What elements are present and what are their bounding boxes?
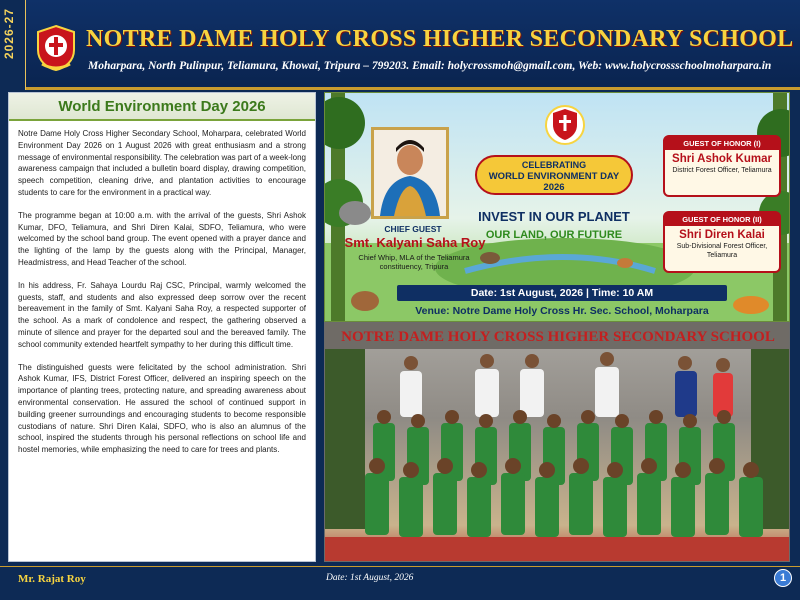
- author-name: Mr. Rajat Roy: [18, 573, 86, 585]
- chief-guest-description: Chief Whip, MLA of the Teliamura constituency, Tripura: [358, 253, 470, 271]
- group-photo-illustration: [325, 323, 790, 562]
- guest-of-honor-1-card: [663, 135, 781, 197]
- event-poster: [324, 92, 790, 322]
- school-crest-icon: [34, 24, 78, 72]
- photo-banner-text: NOTRE DAME HOLY CROSS HIGHER SECONDARY SCHOOL: [341, 329, 775, 345]
- guest-of-honor-2-card: [663, 211, 781, 273]
- article-body: [9, 121, 315, 456]
- article-title-bar: [9, 93, 315, 121]
- school-header: [26, 0, 800, 90]
- article-paragraph: The distinguished guests were felicitated by the school administration. Shri Ashok Kumar, IFS, District Forest Officer, delivered an inspiring speech on the importance of planting trees, protecting nature, and spreading awareness about environmental conservation. He assured the school of continued support in building greener surroundings and encouraging students to become responsible custodians of nature. Shri Diren Kalai, SDFO, who is also an alumnus of the school, inspired the students through his personal reflections on school life and hostel memories, while emphasizing the need to care for trees and plants.: [18, 362, 306, 455]
- session-strip: [0, 0, 26, 90]
- article-paragraph: The programme began at 10:00 a.m. with the arrival of the guests, Shri Ashok Kumar, DFO, Teliamura, and Shri Diren Kalai, SDFO, Teliamura, who were welcomed by the school band group. The event opened with a prayer dance and the lighting of the lamp by the guests along with the Principal, Manager, Headmistress, and Head Teacher of the school.: [18, 210, 306, 267]
- celebrating-label: CELEBRATING: [521, 160, 587, 170]
- chief-guest-label: CHIEF GUEST: [384, 224, 442, 234]
- group-photo: [324, 322, 790, 562]
- article-paragraph: Notre Dame Holy Cross Higher Secondary School, Moharpara, celebrated World Environment Day 2026 on 1 August 2026 with great enthusiasm and a strong message of environmental responsibility. The celebration was part of a week-long awareness campaign that included a bulletin board display, drawing competition, speech competition, cleaning drive, and plantation activities to encourage students to care for the environment in a practical way.: [18, 129, 306, 197]
- celebration-banner: [475, 155, 633, 195]
- guest-of-honor-2-name: Shri Diren Kalai: [679, 229, 765, 241]
- page-number: 1: [774, 569, 792, 587]
- guest-of-honor-2-description: Sub-Divisional Forest Officer, Teliamura: [676, 243, 768, 259]
- footer-date: Date: 1st August, 2026: [326, 573, 414, 583]
- article-title: World Environment Day 2026: [58, 97, 266, 115]
- article-panel: [8, 92, 316, 562]
- event-date-time: Date: 1st August, 2026 | Time: 10 AM: [397, 285, 727, 301]
- chief-guest-photo: [371, 127, 449, 219]
- guest-of-honor-2-tag: GUEST OF HONOR (II): [665, 213, 779, 226]
- school-address: Moharpara, North Pulinpur, Teliamura, Khowai, Tripura – 799203. Email: holycrossmoh@gmail.com, Web: www.holycrossschoolmoharpara.in: [88, 60, 772, 72]
- session-label: 2026-27: [2, 8, 16, 60]
- page-footer: [0, 566, 800, 600]
- event-name: WORLD ENVIRONMENT DAY 2026: [488, 171, 620, 193]
- school-name: NOTRE DAME HOLY CROSS HIGHER SECONDARY SCHOOL: [86, 26, 794, 52]
- guest-of-honor-1-name: Shri Ashok Kumar: [672, 153, 772, 165]
- event-venue: Venue: Notre Dame Holy Cross Hr. Sec. School, Moharpara: [415, 305, 709, 317]
- guest-of-honor-1-tag: GUEST OF HONOR (I): [665, 137, 779, 150]
- guest-of-honor-1-description: District Forest Officer, Teliamura: [672, 167, 772, 174]
- article-paragraph: In his address, Fr. Sahaya Lourdu Raj CSC, Principal, warmly welcomed the guests, staff, and students and also expressed deep sorrow over the recent bereavement in the family of Smt. Kalyani Saha Roy, a respected supporter of the school. As a mark of condolence and respect, the gathering observed a minute of silence and prayer for the departed soul and the bereaved family. The school community extended heartfelt sympathy to her during this difficult time.: [18, 280, 306, 349]
- slogan-secondary: OUR LAND, OUR FUTURE: [485, 229, 623, 241]
- chief-guest-name: Smt. Kalyani Saha Roy: [344, 235, 486, 250]
- slogan-primary: INVEST IN OUR PLANET: [478, 209, 630, 224]
